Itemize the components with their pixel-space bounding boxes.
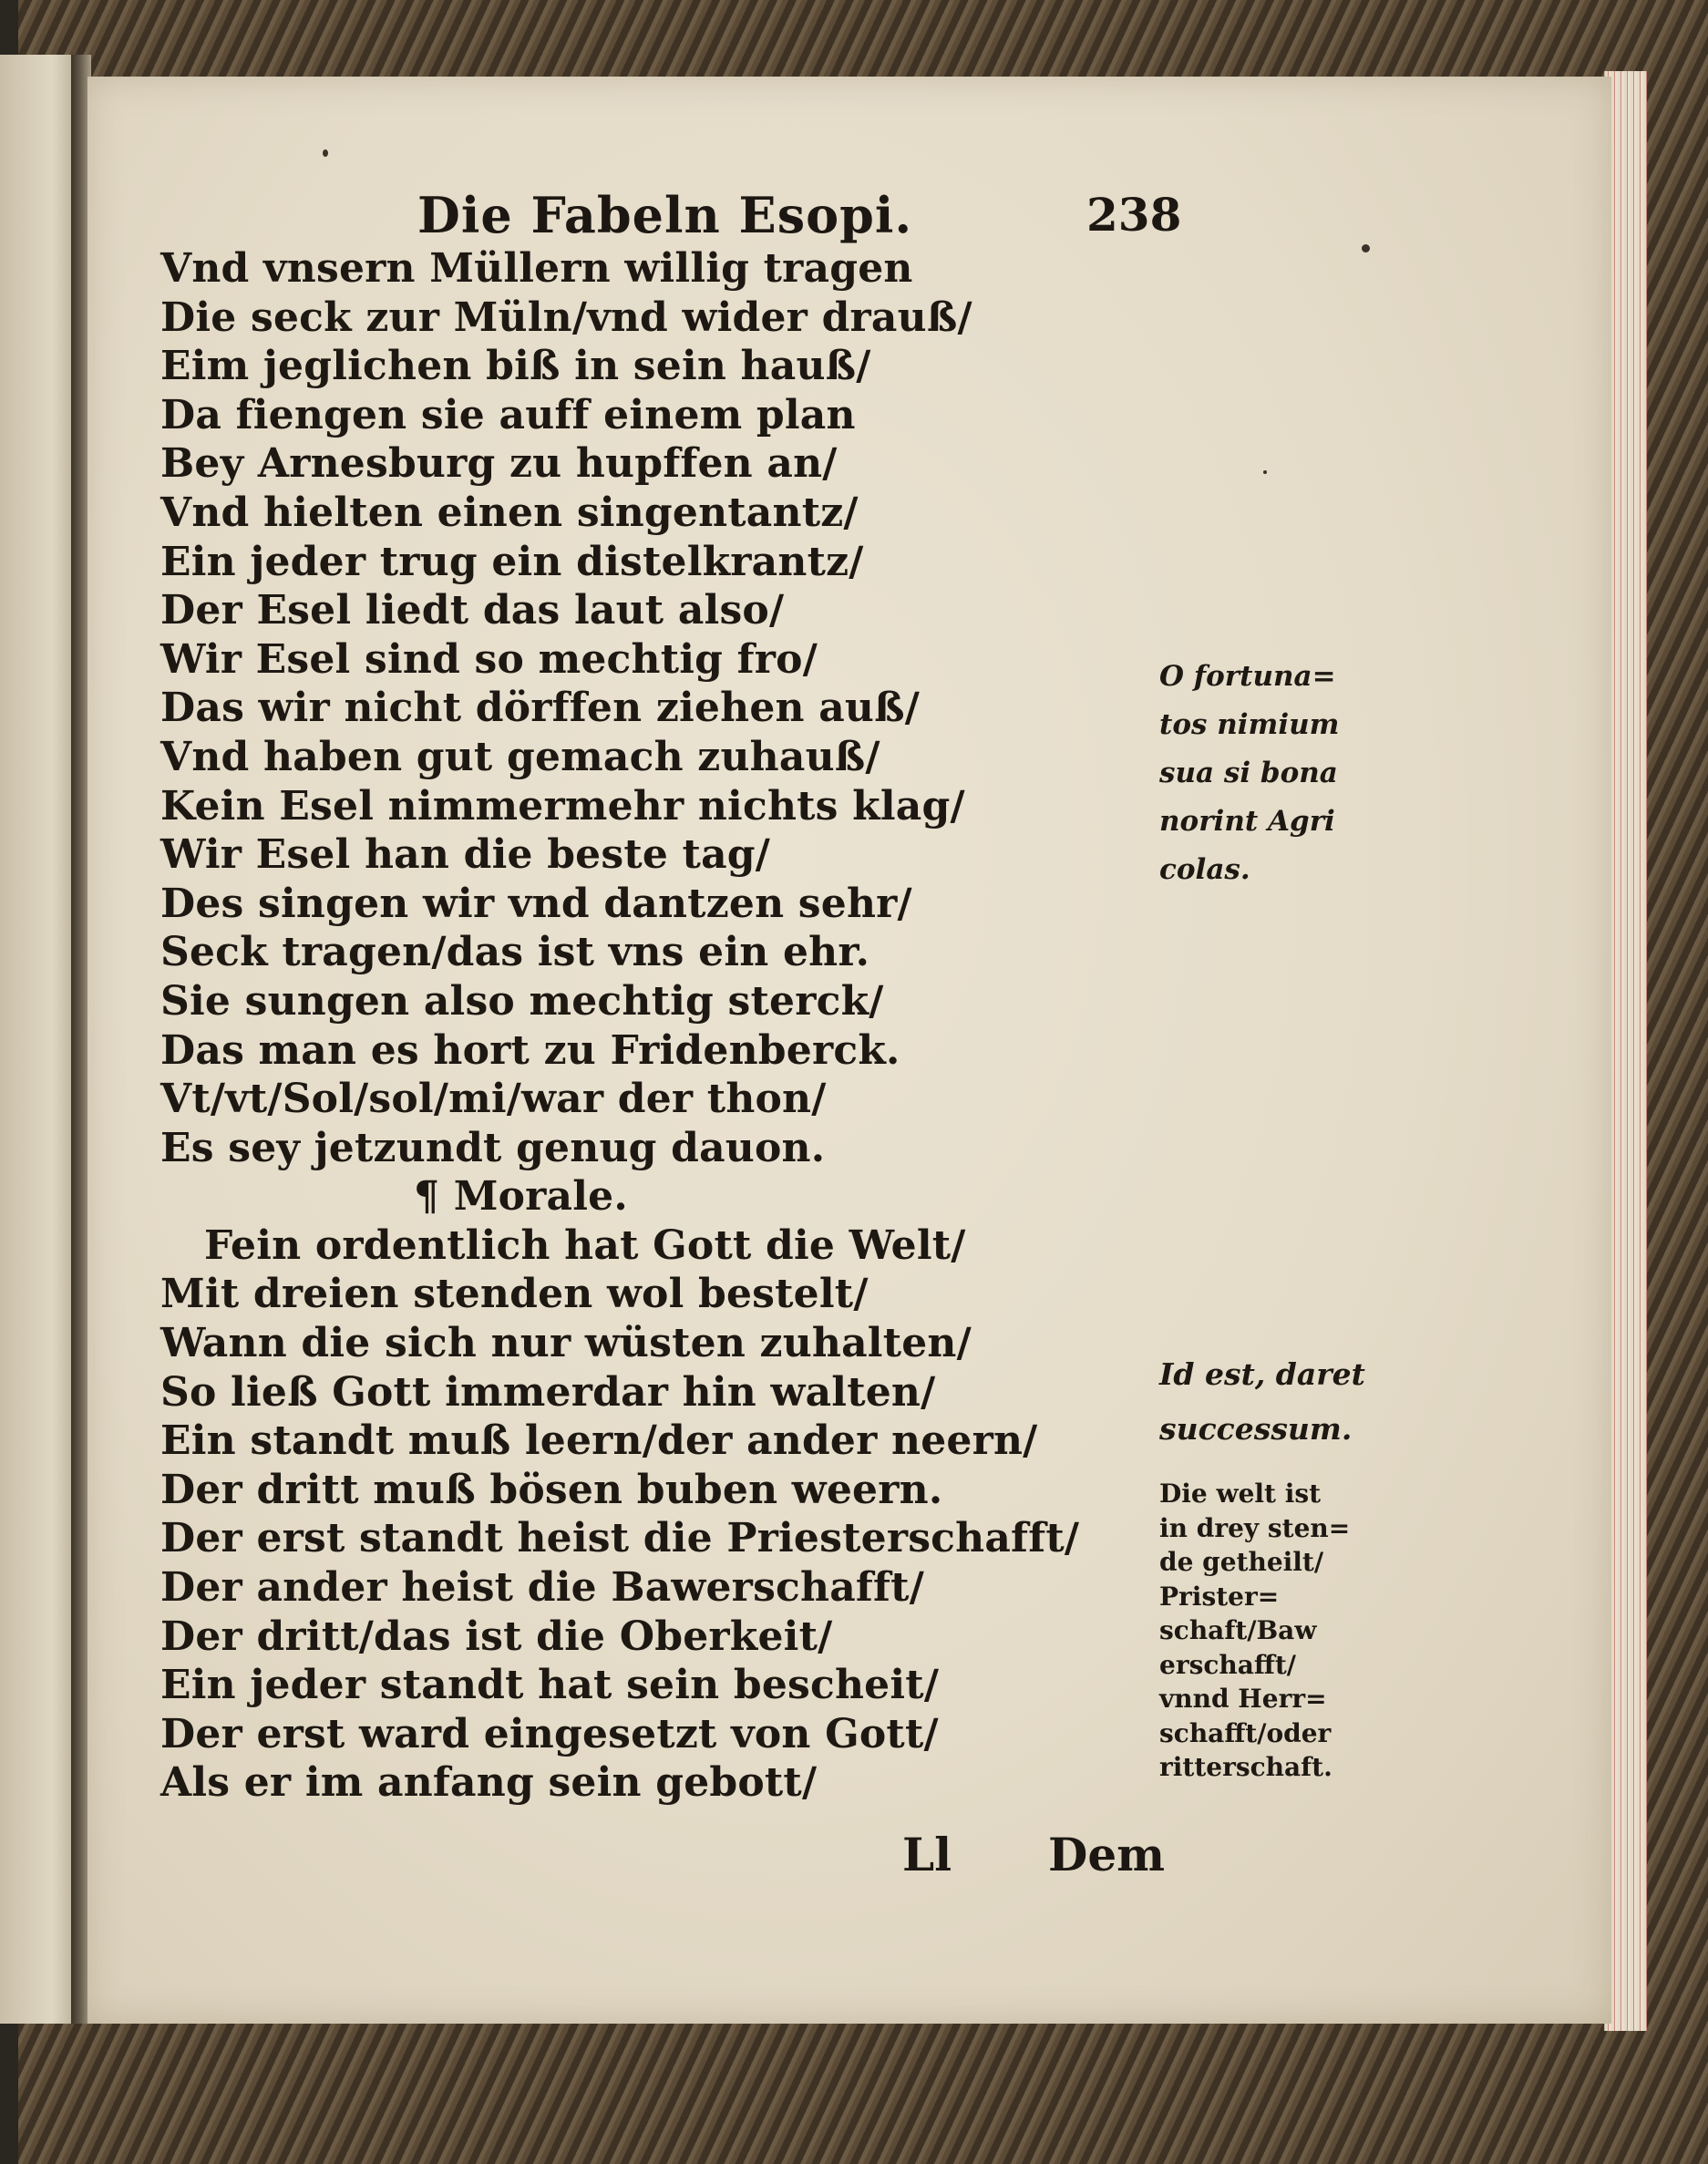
verse-line: So ließ Gott immerdar hin walten/ <box>160 1368 936 1416</box>
marginal-line: Die welt ist <box>1159 1479 1322 1509</box>
verse-line: Wir Esel sind so mechtig fro/ <box>160 635 818 683</box>
marginal-line: vnnd Herr= <box>1159 1684 1327 1714</box>
verse-line: Der dritt muß bösen buben weern. <box>160 1466 943 1513</box>
verse-line: Fein ordentlich hat Gott die Welt/ <box>204 1221 966 1269</box>
marginal-line: O fortuna= <box>1159 660 1336 693</box>
verse-line: Der erst standt heist die Priesterschafft/ <box>160 1515 1080 1562</box>
marginal-line: norint Agri <box>1159 805 1335 838</box>
marginal-line: colas. <box>1159 853 1250 886</box>
marginal-line: Id est, daret <box>1159 1356 1365 1392</box>
verse-line: Vnd hielten einen singentantz/ <box>160 489 859 536</box>
verse-line: Da fiengen sie auff einem plan <box>160 391 856 438</box>
marginal-line: tos nimium <box>1159 708 1340 741</box>
marginal-line: de getheilt/ <box>1159 1547 1324 1577</box>
verse-line: Vnd haben gut gemach zuhauß/ <box>160 733 880 780</box>
catchword: Dem <box>1048 1828 1166 1881</box>
verse-line: Als er im anfang sein gebott/ <box>160 1759 818 1807</box>
marginal-note-german-stende <box>1159 1477 1350 1785</box>
verse-line: Bey Arnesburg zu hupffen an/ <box>160 440 838 488</box>
signature-mark: Ll <box>902 1828 952 1881</box>
verse-line: Ein jeder standt hat sein bescheit/ <box>160 1662 940 1709</box>
verse-text <box>160 244 1079 1808</box>
ink-speck <box>1263 470 1267 474</box>
verse-line: Es sey jetzundt genug dauon. <box>160 1124 826 1171</box>
verse-line: Ein jeder trug ein distelkrantz/ <box>160 538 864 585</box>
verse-line: Wir Esel han die beste tag/ <box>160 831 771 879</box>
verse-line: Eim jeglichen biß in sein hauß/ <box>160 343 871 390</box>
verse-line: Vnd vnsern Müllern willig tragen <box>160 245 913 292</box>
ink-speck <box>323 149 328 157</box>
verse-line: Wann die sich nur wüsten zuhalten/ <box>160 1320 972 1367</box>
verse-line: Des singen wir vnd dantzen sehr/ <box>160 880 912 927</box>
section-heading-morale: ¶ Morale. <box>414 1173 628 1221</box>
left-page-edge <box>0 55 77 2024</box>
marginal-line: schafft/oder <box>1159 1717 1332 1748</box>
verse-line: Das wir nicht dörffen ziehen auß/ <box>160 685 921 732</box>
verse-line: Sie sungen also mechtig sterck/ <box>160 977 884 1025</box>
marginal-line: successum. <box>1159 1411 1353 1447</box>
verse-line: Der dritt/das ist die Oberkeit/ <box>160 1613 833 1660</box>
verse-line: Das man es hort zu Fridenberck. <box>160 1026 900 1074</box>
page-number: 238 <box>1086 188 1182 242</box>
marginal-line: schaft/Baw <box>1159 1615 1317 1645</box>
verse-line: Vt/vt/Sol/sol/mi/war der thon/ <box>160 1076 827 1123</box>
running-head: Die Fabeln Esopi. <box>417 186 913 244</box>
marginal-note-latin-id-est <box>1159 1347 1365 1457</box>
verse-line: Der Esel liedt das laut also/ <box>160 587 785 634</box>
marginal-line: erschafft/ <box>1159 1649 1297 1680</box>
marginal-note-latin-fortunatos <box>1159 653 1339 894</box>
verse-line: Der erst ward eingesetzt von Gott/ <box>160 1710 939 1757</box>
marginal-line: Prister= <box>1159 1581 1280 1612</box>
verse-line: Die seck zur Müln/vnd wider drauß/ <box>160 294 972 341</box>
verse-line: Ein standt muß leern/der ander neern/ <box>160 1417 1038 1465</box>
verse-line: Kein Esel nimmermehr nichts klag/ <box>160 782 965 830</box>
ink-speck <box>1362 244 1370 252</box>
verse-line: Der ander heist die Bawerschafft/ <box>160 1564 924 1612</box>
marginal-line: sua si bona <box>1159 757 1338 789</box>
marginal-line: in drey sten= <box>1159 1512 1351 1543</box>
verse-line: Mit dreien stenden wol bestelt/ <box>160 1271 869 1318</box>
verse-line: Seck tragen/das ist vns ein ehr. <box>160 929 870 976</box>
marginal-line: ritterschaft. <box>1159 1752 1332 1782</box>
